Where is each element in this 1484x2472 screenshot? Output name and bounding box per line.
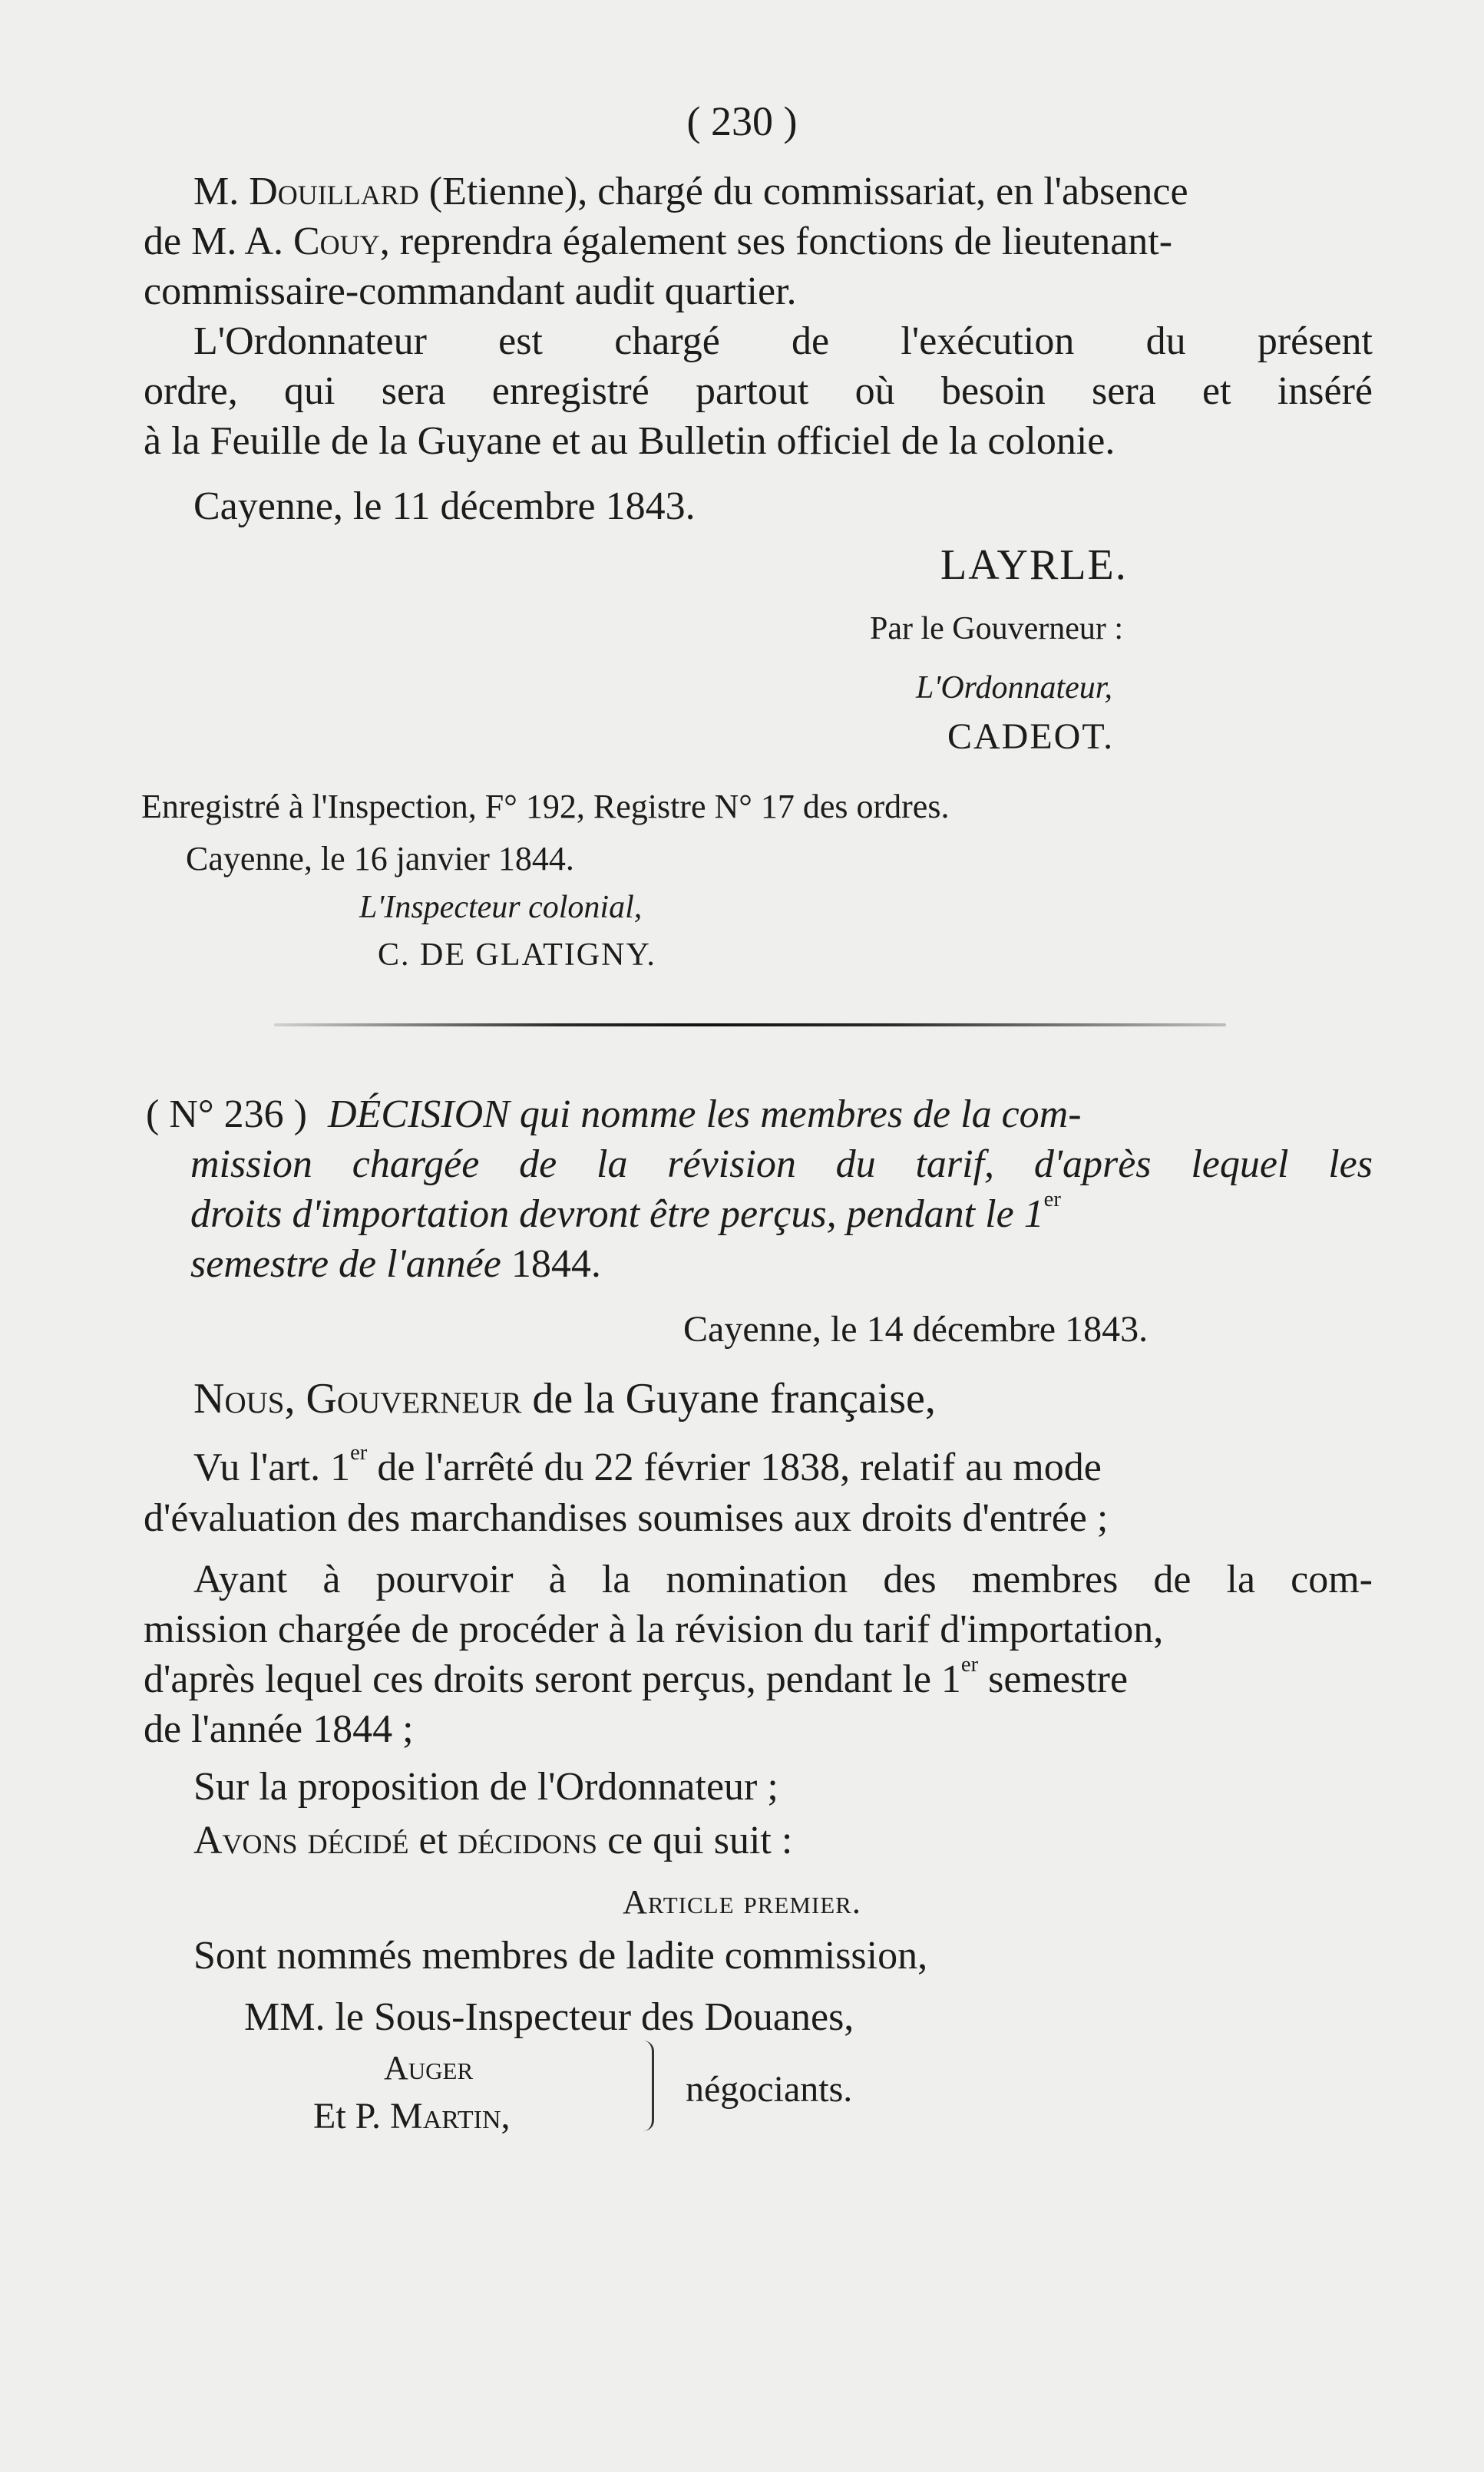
text: M. (193, 170, 250, 213)
text: MM. (244, 1995, 335, 2039)
text: (Etienne), chargé du commissariat, en l'absence (418, 170, 1188, 213)
grouping-brace (641, 2041, 654, 2131)
section-divider (274, 1023, 1226, 1026)
body-line (193, 1440, 1102, 1492)
text: de la Guyane française, (521, 1375, 936, 1423)
body-line (193, 167, 1188, 216)
text: de M. A. (144, 220, 293, 263)
text: droits d'importation devront être perçus, pendant le 1 (190, 1192, 1044, 1236)
decision-heading-line (190, 1240, 601, 1289)
text: , reprendra également ses fonctions de lieutenant- (379, 220, 1173, 263)
negociants-label: négociants. (686, 2069, 853, 2110)
year: 1844. (511, 1242, 601, 1286)
text: le Sous-Inspecteur des Douanes, (335, 1995, 854, 2039)
body-line: L'Ordonnateur est chargé de l'exécution du présent (193, 319, 1373, 363)
signature-cadeot: CADEOT. (947, 716, 1115, 757)
superscript: er (350, 1440, 368, 1465)
text: et (408, 1819, 458, 1862)
page-number: ( 230 ) (686, 98, 798, 144)
text: Martin (390, 2096, 501, 2137)
inspecteur-title: L'Inspecteur colonial, (359, 890, 643, 925)
decision-heading-line (190, 1187, 1061, 1239)
text: décidons (458, 1819, 598, 1862)
body-line: Sur la proposition de l'Ordonnateur ; (193, 1765, 778, 1809)
superscript: er (1043, 1187, 1061, 1211)
text: Et P. (313, 2096, 391, 2137)
ordonnateur-title: L'Ordonnateur, (916, 670, 1112, 706)
body-line (144, 217, 1172, 266)
superscript: er (960, 1652, 979, 1677)
person-name: Douillard (249, 170, 419, 213)
text: ce qui suit : (597, 1819, 793, 1862)
text: Nous, (193, 1375, 306, 1423)
body-line: mission chargée de procéder à la révision du tarif d'importation, (144, 1608, 1164, 1651)
date-line: Cayenne, le 11 décembre 1843. (193, 484, 696, 528)
member-auger: Auger (384, 2049, 474, 2087)
signature-glatigny: C. DE GLATIGNY. (378, 937, 656, 973)
registration-date: Cayenne, le 16 janvier 1844. (186, 840, 574, 877)
text: de l'arrêté du 22 février 1838, relatif au mode (367, 1446, 1102, 1489)
text: Gouverneur (306, 1375, 522, 1423)
registration-line: Enregistré à l'Inspection, F° 192, Registre N° 17 des ordres. (141, 788, 950, 825)
text: d'après lequel ces droits seront perçus, pendant le 1 (144, 1657, 961, 1701)
text: Vu l'art. 1 (193, 1446, 351, 1489)
decision-number: ( N° 236 ) (146, 1092, 307, 1136)
body-line (244, 1993, 854, 2042)
body-line: de l'année 1844 ; (144, 1707, 414, 1751)
preamble-nous (193, 1374, 936, 1423)
body-line: d'évaluation des marchandises soumises aux droits d'entrée ; (144, 1496, 1109, 1540)
decision-heading-line (146, 1090, 1373, 1139)
decision-date: Cayenne, le 14 décembre 1843. (683, 1309, 1149, 1350)
body-line: ordre, qui sera enregistré partout où besoin sera et inséré (144, 369, 1373, 413)
par-le-gouverneur: Par le Gouverneur : (870, 611, 1124, 646)
article-heading: Article premier. (623, 1883, 861, 1921)
decision-heading-line: mission chargée de la révision du tarif, d'après lequel les (190, 1142, 1373, 1186)
decision-title: DÉCISION qui nomme les membres de la com- (327, 1092, 1082, 1136)
body-line: Sont nommés membres de ladite commission, (193, 1934, 928, 1978)
person-name: Couy (293, 220, 380, 263)
member-martin (313, 2094, 511, 2139)
text: Avons décidé (193, 1819, 409, 1862)
body-line (144, 1652, 1129, 1704)
body-line (193, 1816, 792, 1866)
body-line: Ayant à pourvoir à la nomination des membres de la com- (193, 1558, 1373, 1601)
text: semestre (978, 1657, 1129, 1701)
body-line: commissaire-commandant audit quartier. (144, 269, 797, 313)
text: semestre de l'année (190, 1242, 511, 1286)
text: , (501, 2096, 511, 2137)
signature-layrle: LAYRLE. (940, 541, 1128, 589)
body-line: à la Feuille de la Guyane et au Bulletin officiel de la colonie. (144, 419, 1115, 463)
